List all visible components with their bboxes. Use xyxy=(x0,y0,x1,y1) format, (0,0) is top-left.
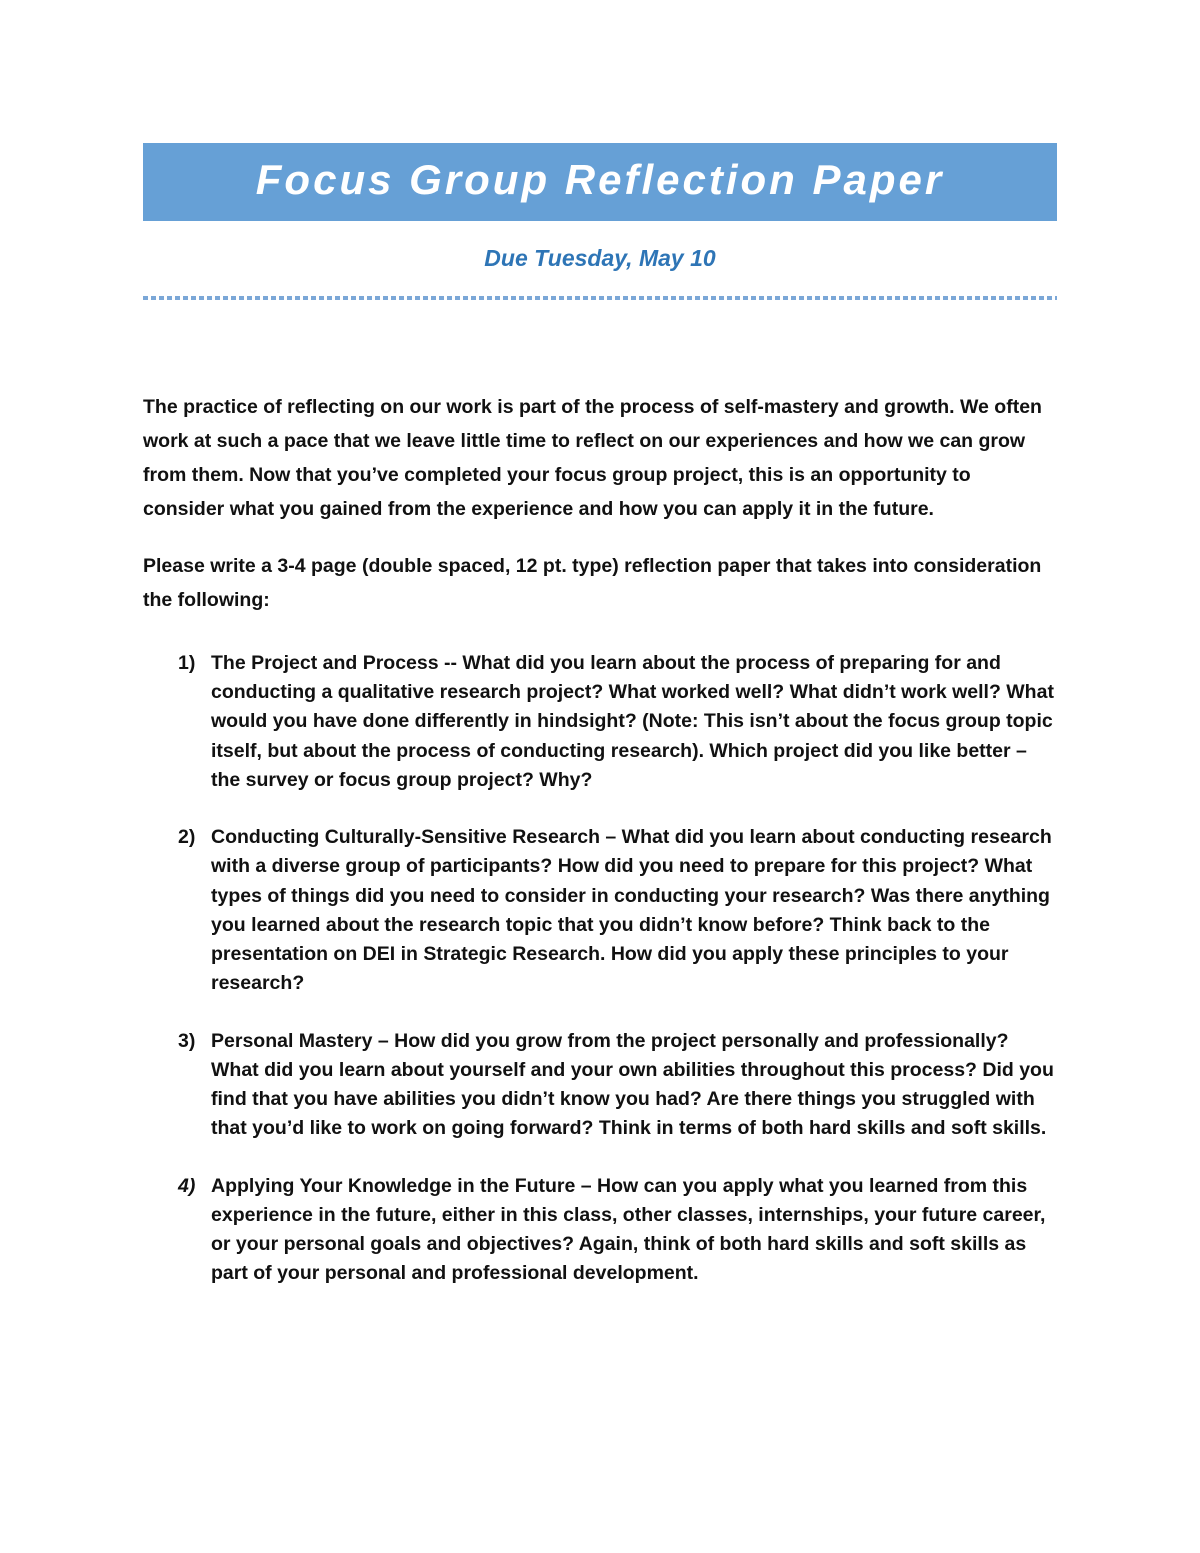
document-body xyxy=(143,390,1057,1289)
list-item xyxy=(143,1172,1057,1289)
list-item-text: Personal Mastery – How did you grow from the project personally and professionally? What did you learn about yourself and your own abilities throughout this process? Did you find that you have abilities you didn’t know you had? Are there things you struggled with that you’d like to work on going forward? Think in terms of both hard skills and soft skills. xyxy=(211,1029,1054,1140)
list-item xyxy=(143,823,1057,999)
list-item-number: 1) xyxy=(178,651,196,674)
dashed-divider xyxy=(143,296,1057,300)
intro-paragraph: The practice of reflecting on our work is part of the process of self-mastery and growth. We often work at such a pace that we leave little time to reflect on our experiences and how we can grow from them. Now that you’ve completed your focus group project, this is an opportunity to consider what you gained from the experience and how you can apply it in the future. xyxy=(143,396,1042,521)
instructions-paragraph: Please write a 3-4 page (double spaced, 12 pt. type) reflection paper that takes into consideration the following: xyxy=(143,554,1042,611)
list-item xyxy=(143,1027,1057,1144)
reflection-prompts-list xyxy=(143,649,1057,1289)
list-item-text: Conducting Culturally-Sensitive Research – What did you learn about conducting research with a diverse group of participants? How did you need to prepare for this project? What types of things did you need to consider in conducting your research? Was there anything you learned about the research topic that you didn’t know before? Think back to the presentation on DEI in Strategic Research. How did you apply these principles to your research? xyxy=(211,826,1052,995)
list-item-text: The Project and Process -- What did you learn about the process of preparing for and conducting a qualitative research project? What worked well? What didn’t work well? What would you have done differently in hindsight? (Note: This isn’t about the focus group topic itself, but about the process of conducting research). Which project did you like better – the survey or focus group project? Why? xyxy=(211,651,1054,791)
due-date: Due Tuesday, May 10 xyxy=(484,245,716,271)
list-item-number: 3) xyxy=(178,1029,196,1052)
list-item-text: Applying Your Knowledge in the Future – How can you apply what you learned from this experience in the future, either in this class, other classes, internships, your future career, or your personal goals and objectives? Again, think of both hard skills and soft skills as part of your personal and professional development. xyxy=(211,1174,1046,1285)
page-title: Focus Group Reflection Paper xyxy=(255,156,945,203)
list-item xyxy=(143,649,1057,795)
title-banner xyxy=(143,143,1057,221)
list-item-number: 4) xyxy=(178,1174,196,1197)
list-item-number: 2) xyxy=(178,826,196,848)
